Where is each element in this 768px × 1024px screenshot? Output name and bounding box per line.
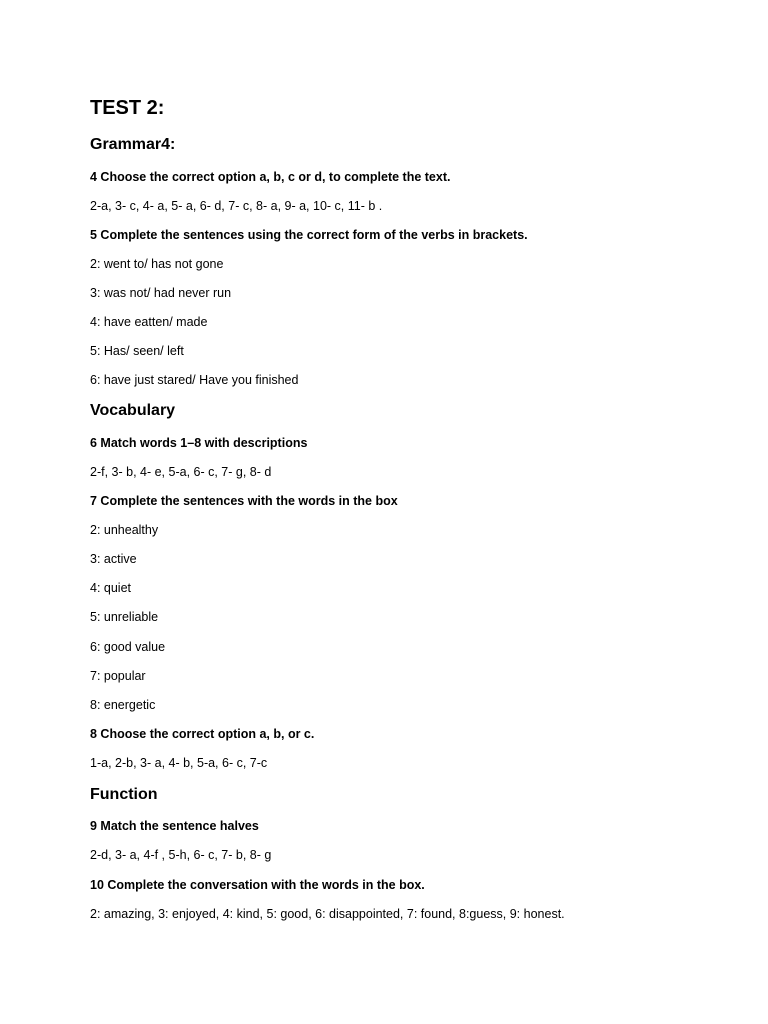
section-heading-vocabulary: Vocabulary — [90, 402, 176, 419]
exercise-5-answer-4: 4: have eatten/ made — [90, 315, 208, 329]
exercise-6-instruction: 6 Match words 1–8 with descriptions — [90, 436, 308, 450]
exercise-7-answer-2: 2: unhealthy — [90, 523, 159, 537]
section-heading-function: Function — [90, 786, 158, 803]
exercise-5-answer-5: 5: Has/ seen/ left — [90, 344, 184, 358]
exercise-7-answer-6: 6: good value — [90, 640, 166, 654]
exercise-7-instruction: 7 Complete the sentences with the words in the box — [90, 494, 398, 508]
exercise-5-instruction: 5 Complete the sentences using the correct form of the verbs in brackets. — [90, 228, 528, 242]
section-heading-grammar: Grammar4: — [90, 136, 176, 153]
exercise-5-answer-2: 2: went to/ has not gone — [90, 257, 224, 271]
exercise-10-answer: 2: amazing, 3: enjoyed, 4: kind, 5: good, 6: disappointed, 7: found, 8:guess, 9: honest. — [90, 907, 565, 921]
exercise-10-instruction: 10 Complete the conversation with the words in the box. — [90, 878, 425, 892]
exercise-7-answer-8: 8: energetic — [90, 698, 156, 712]
exercise-9-answer: 2-d, 3- a, 4-f , 5-h, 6- c, 7- b, 8- g — [90, 848, 272, 862]
exercise-7-answer-3: 3: active — [90, 552, 137, 566]
exercise-5-answer-3: 3: was not/ had never run — [90, 286, 232, 300]
exercise-6-answer: 2-f, 3- b, 4- e, 5-a, 6- c, 7- g, 8- d — [90, 465, 272, 479]
exercise-4-answer: 2-a, 3- c, 4- a, 5- a, 6- d, 7- c, 8- a, 9- a, 10- c, 11- b . — [90, 199, 383, 213]
page-title: TEST 2: — [90, 97, 165, 119]
exercise-7-answer-4: 4: quiet — [90, 581, 132, 595]
exercise-5-answer-6: 6: have just stared/ Have you finished — [90, 373, 299, 387]
exercise-4-instruction: 4 Choose the correct option a, b, c or d, to complete the text. — [90, 170, 451, 184]
exercise-8-instruction: 8 Choose the correct option a, b, or c. — [90, 727, 315, 741]
exercise-7-answer-7: 7: popular — [90, 669, 146, 683]
exercise-7-answer-5: 5: unreliable — [90, 610, 159, 624]
exercise-9-instruction: 9 Match the sentence halves — [90, 819, 259, 833]
exercise-8-answer: 1-a, 2-b, 3- a, 4- b, 5-a, 6- c, 7-c — [90, 756, 268, 770]
